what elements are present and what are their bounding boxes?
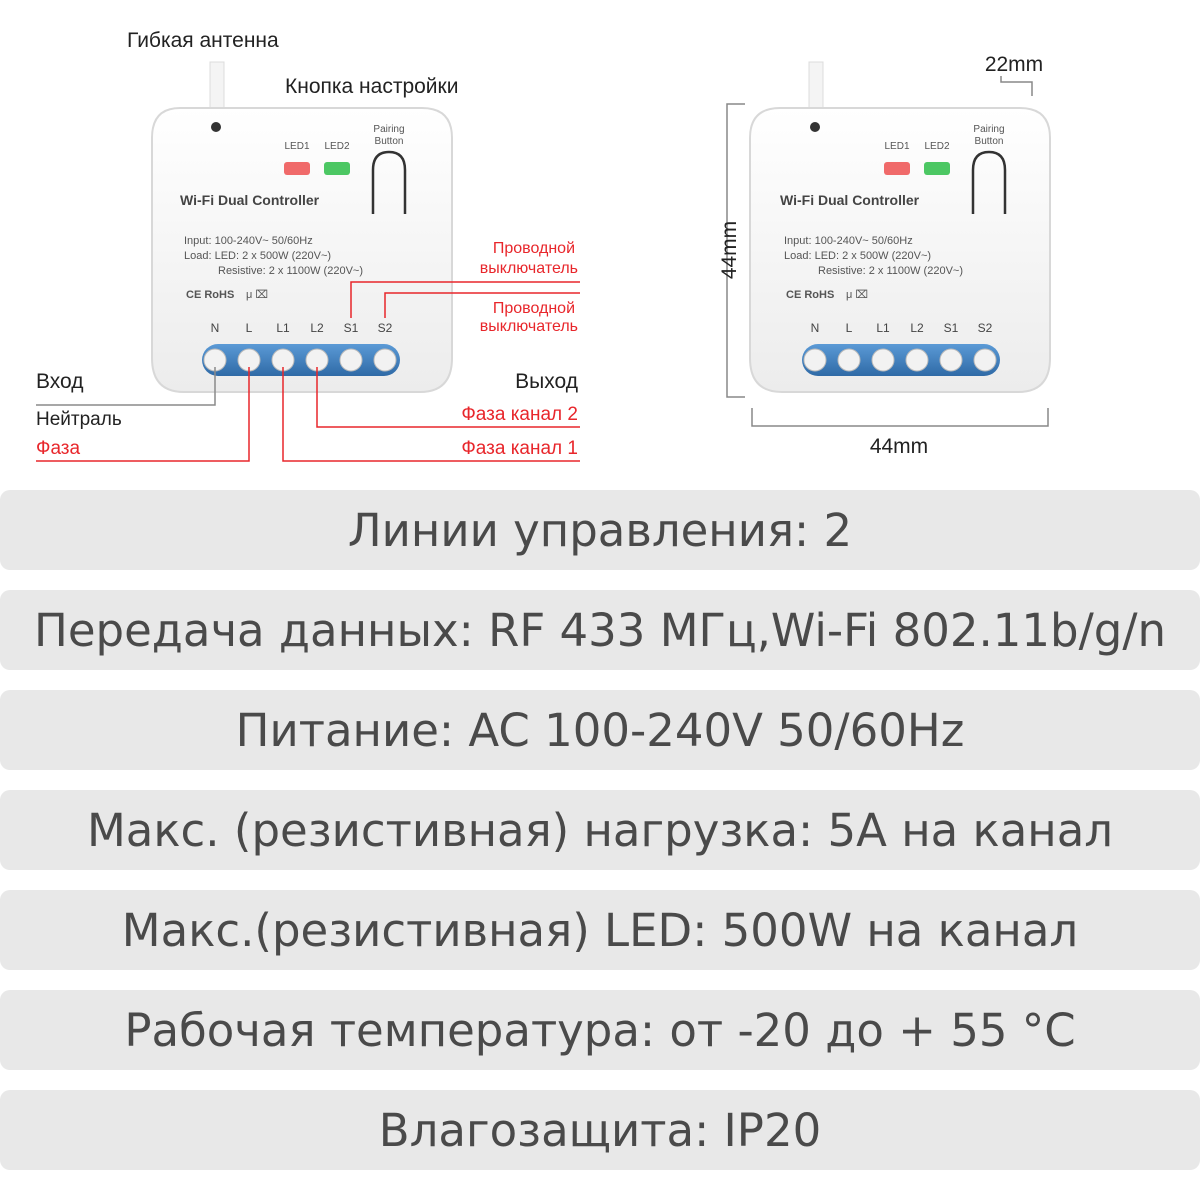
left-device	[152, 62, 452, 392]
wiring-diagram	[0, 0, 1200, 480]
depth-dimension-line	[1001, 76, 1032, 96]
terminal-screw-2-s1	[940, 349, 962, 371]
led2-indicator	[324, 162, 350, 175]
spec-max-load	[0, 790, 1200, 870]
led1-label-2: LED1	[884, 141, 910, 152]
device-spec-1: Input: 100-240V~ 50/60Hz	[184, 235, 313, 247]
terminal-label-2-l2: L2	[910, 321, 924, 335]
antenna-hole	[211, 122, 221, 132]
spec-data-transfer	[0, 590, 1200, 670]
spec-control-lines	[0, 490, 1200, 570]
width-dimension-line	[752, 408, 1048, 426]
label-phase: Фаза	[36, 438, 81, 459]
spec-temperature	[0, 990, 1200, 1070]
device-spec-2-2: Load: LED: 2 x 500W (220V~)	[784, 250, 932, 262]
terminal-screw-2-l	[838, 349, 860, 371]
spec-ingress-protection	[0, 1090, 1200, 1170]
dimension-depth: 22mm	[984, 53, 1044, 76]
pairing-label-2: Button	[374, 136, 404, 147]
label-phase-ch1: Фаза канал 1	[461, 438, 578, 459]
pairing-label-2-1: Pairing	[973, 124, 1005, 135]
terminal-label-2-l: L	[845, 321, 853, 335]
label-setup-button: Кнопка настройки	[285, 75, 459, 98]
terminal-label-2-l1: L1	[876, 321, 890, 335]
pairing-label-1: Pairing	[373, 124, 405, 135]
antenna-hole-2	[810, 122, 820, 132]
cert-marks-2: CE RoHS	[786, 289, 835, 301]
device-title: Wi-Fi Dual Controller	[180, 192, 320, 208]
spec-text: Рабочая температура: от -20 до + 55 °C	[124, 1003, 1076, 1057]
label-switch1-line2: выключатель	[479, 260, 578, 277]
terminal-screw-2-n	[804, 349, 826, 371]
cert-marks: CE RoHS	[186, 289, 235, 301]
spec-max-led	[0, 890, 1200, 970]
label-switch1-line1: Проводной	[492, 240, 575, 257]
right-device	[750, 62, 1050, 392]
cert-symbols-2: μ ⌧	[846, 289, 869, 301]
terminal-screw-s2	[374, 349, 396, 371]
led1-indicator	[284, 162, 310, 175]
device-spec-2-1: Input: 100-240V~ 50/60Hz	[784, 235, 913, 247]
terminal-screw-2-s2	[974, 349, 996, 371]
label-phase-ch2: Фаза канал 2	[461, 404, 578, 425]
device-spec-3: Resistive: 2 x 1100W (220V~)	[218, 265, 363, 277]
wiring-diagram-svg	[0, 0, 1200, 480]
pairing-label-2-2: Button	[974, 136, 1004, 147]
terminal-block	[202, 344, 400, 376]
terminal-label-2-s1: S1	[943, 321, 959, 335]
spec-power	[0, 690, 1200, 770]
terminal-screw-2-l2	[906, 349, 928, 371]
label-neutral: Нейтраль	[36, 409, 122, 430]
spec-text: Передача данных: RF 433 МГц,Wi-Fi 802.11b/g/n	[33, 603, 1167, 657]
terminal-label-2-s2: S2	[977, 321, 993, 335]
terminal-screw-s1	[340, 349, 362, 371]
label-input: Вход	[36, 370, 84, 393]
device-spec-2: Load: LED: 2 x 500W (220V~)	[184, 250, 332, 262]
spec-text: Макс. (резистивная) нагрузка: 5А на канал	[86, 803, 1114, 857]
spec-text: Влагозащита: IP20	[378, 1103, 822, 1157]
label-switch2-line1: Проводной	[492, 300, 575, 317]
terminal-block-2	[802, 344, 1000, 376]
led1-indicator-2	[884, 162, 910, 175]
label-switch2-line2: выключатель	[479, 318, 578, 335]
dimension-width: 44mm	[869, 435, 929, 458]
terminal-label-l: L	[245, 321, 253, 335]
led2-label: LED2	[324, 141, 350, 152]
spec-text: Макс.(резистивная) LED: 500W на канал	[121, 903, 1079, 957]
label-output: Выход	[515, 370, 578, 393]
spec-text: Питание: AC 100-240V 50/60Hz	[235, 703, 965, 757]
device-title-2: Wi-Fi Dual Controller	[780, 192, 920, 208]
terminal-screw-2-l1	[872, 349, 894, 371]
spec-text: Линии управления: 2	[347, 503, 853, 557]
device-spec-2-3: Resistive: 2 x 1100W (220V~)	[818, 265, 963, 277]
led2-label-2: LED2	[924, 141, 950, 152]
led2-indicator-2	[924, 162, 950, 175]
terminal-label-2-n: N	[810, 321, 820, 335]
terminal-label-l1: L1	[276, 321, 290, 335]
terminal-label-l2: L2	[310, 321, 324, 335]
terminal-label-s1: S1	[343, 321, 359, 335]
dimension-height: 44mm	[718, 220, 741, 280]
cert-symbols: μ ⌧	[246, 289, 269, 301]
label-antenna: Гибкая антенна	[127, 29, 279, 52]
terminal-label-s2: S2	[377, 321, 393, 335]
led1-label: LED1	[284, 141, 310, 152]
terminal-label-n: N	[210, 321, 220, 335]
